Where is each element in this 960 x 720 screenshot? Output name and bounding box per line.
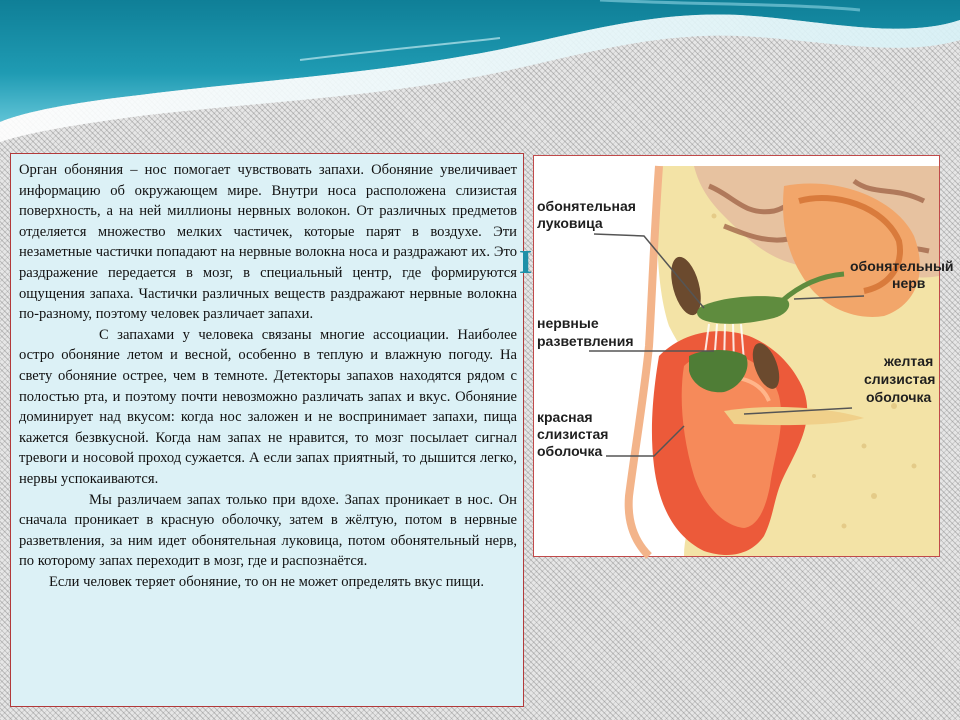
label-bulb-line2: луковица	[537, 215, 603, 231]
paragraph-1: Орган обоняния – нос помогает чувствовать запахи. Обоняние увеличивает информацию об окружающем мире. Внутри носа расположена слизистая поверхность, а на ней миллионы нервных волокон. От различных предметов отделяется множество мелких частичек, которые парят в воздухе. Эти незаметные частички попадают на нервные волокна носа и раздражают их. Это раздражение передается в мозг, в специальный центр, где формируются ощущения запаха. Частички различных веществ раздражают нервные волокна по-разному, поэтому человек различает запахи.	[19, 162, 517, 323]
label-red-line1: красная	[537, 409, 593, 425]
nose-anatomy-svg	[534, 156, 954, 556]
label-yellow-line3: оболочка	[866, 389, 932, 405]
header-wave-banner	[0, 0, 960, 150]
hidden-heading-fragment: I	[519, 244, 533, 281]
label-yellow-line2: слизистая	[864, 371, 936, 387]
label-branches-line2: разветвления	[537, 333, 634, 349]
label-nerve-line2: нерв	[892, 275, 926, 291]
label-bulb-line1: обонятельная	[537, 198, 636, 214]
paragraph-2: С запахами у человека связаны многие ассоциации. Наиболее остро обоняние летом и весной, особенно в теплую и влажную погоду. На свету обоняние острее, чем в темноте. Детекторы запахов находятся рядом с полостью рта, и поэтому почти невозможно различать запах и вкус. Обоняние доминирует над вкусом: когда нос заложен и не воспринимает запахи, пища кажется безвкусной. Когда нам запах не нравится, то мозг посылает сигнал тревоги и носовой проход сужается. А если запах приятный, то дышится легко, нервы успокаиваются.	[19, 326, 517, 487]
label-nerve-line1: обонятельный	[850, 258, 954, 274]
nose-anatomy-diagram	[533, 155, 954, 557]
paragraph-4: Если человек теряет обоняние, то он не может определять вкус пищи.	[49, 573, 485, 590]
label-yellow-line1: желтая	[884, 353, 934, 369]
label-branches-line1: нервные	[537, 315, 599, 331]
label-red-line3: оболочка	[537, 443, 603, 459]
paragraph-3: Мы различаем запах только при вдохе. Запах проникает в нос. Он сначала проникает в красную оболочку, затем в жёлтую, потом в нервные разветвления, за ним идет обонятельная луковица, потом обонятельный нерв, по которому запах переходит в мозг, где и распознаётся.	[19, 491, 517, 570]
article-text-box	[10, 153, 524, 707]
label-red-line2: слизистая	[537, 426, 609, 442]
